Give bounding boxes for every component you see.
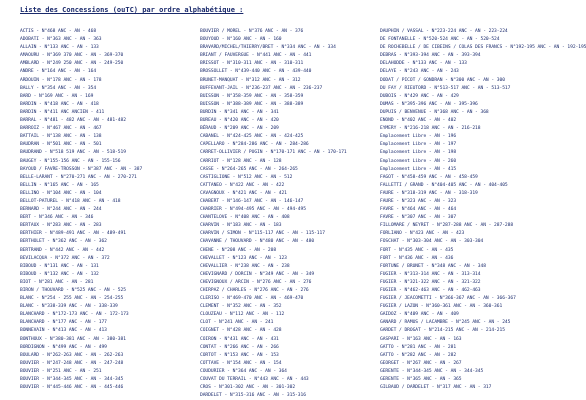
list-item: DEBRAS - N°393-394 ANC - AN - 393-394 <box>380 53 481 59</box>
concessions-list <box>20 28 586 399</box>
list-item: DAUPHIN / VASSAL - N°223-224 ANC - AN - 223-224 <box>380 29 508 34</box>
list-item: GILBAUD / DARDELET - N°317 ANC - AN - 317 <box>380 385 492 391</box>
list-item: DELAHODDE - N°133 ANC - AN - 133 <box>380 61 467 67</box>
list-item: BLANCHARD - N°177 ANC - AN - 177 <box>20 320 107 326</box>
list-item: GERENTE - N°344-345 ANC - AN - 344-345 <box>380 368 484 374</box>
list-item: DU FAY / RIEUTORD - N°513-517 ANC - AN - 513-517 <box>380 85 511 91</box>
list-item: DODAT / PICOT / GONDRAN - N°300 ANC - AN - 300 <box>380 77 505 83</box>
list-item: BAUDRAN - N°501 ANC - AN - 501 <box>20 142 102 148</box>
list-item: BUREAU - N°420 ANC - AN - 420 <box>200 118 279 124</box>
list-item: BEVILACQUA - N°372 ANC - AN - 372 <box>20 255 110 261</box>
list-item: FALLETTI / GRAND - N°404-405 ANC - AN - 404-405 <box>380 182 508 188</box>
list-item: ALLAIN - N°133 ANC - AN - 133 <box>20 45 99 51</box>
list-item: BOUVIER - N°247-248 ANC - AN - 247-248 <box>20 360 124 366</box>
list-item: COUVAT DU TERRAIL - N°443 ANC - AN - 443 <box>200 377 309 383</box>
list-item: Emplacement Libre - AN - 196 <box>380 134 457 140</box>
list-item: CAPELLARO - N°284-286 ANC - AN - 284-286 <box>200 142 309 148</box>
list-item: GEORGET - N°267 ANC - AN - 267 <box>380 360 462 366</box>
list-item: Emplacement Libre - AN - 198 <box>380 150 457 156</box>
list-item: Emplacement Libre - AN - 197 <box>380 142 457 148</box>
list-item: DUMAS - N°395-396 ANC - AN - 395-396 <box>380 101 478 107</box>
list-item: GERENTE - N°365 ANC - AN - 365 <box>380 377 462 383</box>
list-item: BÉRAUD - N°209 ANC - AN - 209 <box>200 126 279 132</box>
column-2 <box>200 28 380 399</box>
list-item: CLEMENT - N°352 ANC - AN - 352 <box>200 304 282 310</box>
list-item: FOSCHAT - N°303-304 ANC - AN - 303-304 <box>380 239 484 245</box>
list-item: BRUNET-MANQUAT - N°312 ANC - AN - 312 <box>200 77 301 83</box>
list-item: BAUGEY - N°155-156 ANC - AN - 155-156 <box>20 158 121 164</box>
list-item: BOUVIER - N°445-446 ANC - AN - 445-446 <box>20 385 124 391</box>
list-item: CASTIGLIONE - N°512 ANC - AN - 512 <box>200 174 293 180</box>
list-item: COUDURIER - N°364 ANC - AN - 364 <box>200 368 287 374</box>
list-item: BRAVARD/MICHEL/THIERRY/BRET - N°334 ANC - AN - 334 <box>200 45 336 51</box>
list-item: CARRIOT - N°128 ANC - AN - 128 <box>200 158 282 164</box>
list-item: CHIRPAZ / CHARLES - N°276 ANC - AN - 276 <box>200 288 309 293</box>
list-item: CLOUZEAU - N°112 ANC - AN - 112 <box>200 312 285 318</box>
list-item: BORDIGNON - N°499 ANC - AN - 499 <box>20 344 107 350</box>
list-item: BOUYOUD - N°160 ANC - AN - 160 <box>200 37 282 43</box>
list-item: DUPUIS / BENVENUE - N°368 ANC - AN - 368 <box>380 109 489 115</box>
list-item: BAYOUD / FAVRE-TROSSON - N°387 ANC - AN - 387 <box>20 166 143 172</box>
list-item: BELLIN - N°165 ANC - AN - 165 <box>20 182 99 188</box>
list-item: BARDIN - N°411 ANC ANCIEN - 411 <box>20 109 105 115</box>
list-item: CHENE - N°208 ANC - AN - 208 <box>200 247 277 253</box>
list-item: FAURE - N°318-319 ANC - AN - 318-319 <box>380 190 478 196</box>
list-item: CHEVIGNARD / DORCIN - N°349 ANC - AN - 349 <box>200 271 315 277</box>
list-item: AMAOURU - N°369 370 ANC - AN - 369-370 <box>20 53 124 59</box>
list-item: CHANTELOVE - N°408 ANC - AN - 408 <box>200 215 290 221</box>
list-item: CLOT - N°241 ANC - AN - 241 <box>200 320 274 326</box>
page-title: Liste des Concessions (ouTC) par ordre alphabétique : <box>20 6 244 14</box>
list-item: BURDIN - N°341 ANC - AN - 341 <box>200 109 279 115</box>
list-item: GANARD / RAMUS / LACAMBRE - N°245 ANC - AN - 245 <box>380 320 511 326</box>
list-item: BUISSON - N°388-389 ANC - AN - 388-389 <box>200 101 304 107</box>
list-item: BATTAIL - N°138 ANC - AN - 138 <box>20 134 102 140</box>
list-item: CATTANEO - N°422 ANC - AN - 422 <box>200 182 285 188</box>
list-item: BLANCHARD - N°172-173 ANC - AN - 172-173 <box>20 312 129 318</box>
list-item: FORLIANO - N°423 ANC - AN - 423 <box>380 231 465 237</box>
list-item: BELLINO - N°104 ANC - AN - 104 <box>20 190 102 196</box>
list-item: BOUVIER - N°344-345 ANC - AN - 344-345 <box>20 377 124 383</box>
list-item: COIGNET - N°428 ANC - AN - 428 <box>200 328 282 334</box>
list-item: BERTHOLET - N°362 ANC - AN - 362 <box>20 239 107 245</box>
list-item: BAUDRAND - N°518 519 ANC - AN - 518-519 <box>20 150 126 156</box>
list-item: DE ROCHEBELLE / DE CIBEINS / COLAS DES FRANCS - N°192-195 ANC - AN - 192-195 <box>380 45 586 51</box>
list-item: GARDET / DROGAT - N°214-215 ANC - AN - 214-215 <box>380 328 505 334</box>
list-item: FAURE - N°323 ANC - AN - 323 <box>380 198 457 204</box>
list-item: DARDELET - N°315-316 ANC - AN - 315-316 <box>200 393 306 399</box>
list-item: FORT - N°436 ANC - AN - 436 <box>380 255 454 261</box>
list-item: BONTHOUX - N°380-381 ANC - AN - 380-381 <box>20 336 126 342</box>
list-item: BRISSOT - N°310-311 ANC - AN - 310-311 <box>200 61 304 67</box>
list-item: BIBOUD - N°131 ANC - AN - 131 <box>20 263 99 269</box>
list-item: BRIANT / FAUVERGUE - N°441 ANC - AN - 441 <box>200 53 312 59</box>
list-item: BUISSON - N°358-359 ANC - AN - 358-359 <box>200 93 304 99</box>
list-item: FORTUNE / BRUNET - N°348 ANC - AN - 348 <box>380 263 486 269</box>
list-item: BERT - N°346 ANC - AN - 346 <box>20 215 94 221</box>
list-item: BARDIN - N°418 ANC - AN - 418 <box>20 101 99 107</box>
list-item: BOULARD - N°262-263 ANC - AN - 262-263 <box>20 352 124 358</box>
list-item: FUGIER / LAZON - N°360-361 ANC - AN - 360-361 <box>380 304 503 310</box>
list-item: FAVRE - N°307 ANC - AN - 307 <box>380 215 457 221</box>
list-item: FUGIER - N°462-463 ANC - AN - 462-463 <box>380 288 481 293</box>
list-item: CHEVIGNOUX / ARCIN - N°276 ANC - AN - 276 <box>200 279 312 285</box>
list-item: CHARVIN / SIMON - N°115-117 ANC - AN - 115-117 <box>200 231 325 237</box>
column-3 <box>380 28 586 393</box>
list-item: GATTO - N°281 ANC - AN - 281 <box>380 344 457 350</box>
list-item: BUFFEVANT-JAIL - N°236-237 ANC - AN - 236-237 <box>200 85 323 91</box>
list-item: BIOT - N°281 ANC - AN - 281 <box>20 279 94 285</box>
list-item: BOUVIER / MOREL - N°376 ANC - AN - 376 <box>200 29 304 34</box>
list-item: GAIDOZ - N°409 ANC - AN - 409 <box>380 312 459 318</box>
list-item: BOUVIER - N°251 ANC - AN - 251 <box>20 368 102 374</box>
list-item: BLANC - N°254 - 255 ANC - AN - 254-255 <box>20 296 124 302</box>
list-item: CLERISO - N°469-470 ANC - AN - 469-470 <box>200 296 304 302</box>
list-item: COIRON - N°431 ANC - AN - 431 <box>200 336 279 342</box>
list-item: DE FONTANELLE - N°520-524 ANC - AN - 520-524 <box>380 37 500 43</box>
list-item: CONTAT - N°266 ANC - AN - 266 <box>200 344 279 350</box>
list-item: ADOBATI - N°363 ANC - AN - 363 <box>20 37 102 43</box>
list-item: BIRON / THOUVARD - N°525 ANC - AN - 525 <box>20 288 126 293</box>
list-item: FUGIER - N°313-314 ANC - AN - 313-314 <box>380 271 481 277</box>
list-item: CARRET-OLLIVIER / PUGIN - N°170-171 ANC - AN - 170-171 <box>200 150 347 156</box>
list-item: BONNEVAIN - N°413 ANC - AN - 413 <box>20 328 107 334</box>
list-item: BERTAUX - N°283 ANC - AN - 283 <box>20 223 102 229</box>
list-item: AMBLARD - N°249 250 ANC - AN - 249-250 <box>20 61 124 67</box>
list-item: FAVRE - N°464 ANC - AN - 464 <box>380 207 457 213</box>
list-item: BARROIZ - N°467 ANC - AN - 467 <box>20 126 102 132</box>
list-item: BERTHIER - N°489-491 ANC - AN - 489-491 <box>20 231 126 237</box>
list-item: ARDOUIN - N°178 ANC - AN - 178 <box>20 77 102 83</box>
list-item: BERNARD - N°244 ANC - AN - 244 <box>20 207 102 213</box>
list-item: FORT - N°435 ANC - AN - 435 <box>380 247 454 253</box>
list-item: BARD - N°169 ANC - AN - 169 <box>20 93 94 99</box>
list-item: FUGIER - N°321-322 ANC - AN - 321-322 <box>380 279 481 285</box>
list-item: FAGOT - N°458-459 ANC - AN - 458-459 <box>380 174 478 180</box>
list-item: ANDRE - N°164 ANC - AN - 164 <box>20 69 97 75</box>
list-item: CHAVANNE / THOUVARD - N°480 ANC - AN - 480 <box>200 239 315 245</box>
list-item: ENOND - N°402 ANC - AN - 402 <box>380 118 457 124</box>
list-item: DUBOIS - N°429 ANC - AN - 429 <box>380 93 459 99</box>
list-item: CHABERT - N°146-147 ANC - AN - 146-147 <box>200 198 304 204</box>
list-item: CROS - N°301-302 ANC - AN - 301-302 <box>200 385 296 391</box>
list-item: BLANC - N°338-339 ANC - AN - 338-339 <box>20 304 118 310</box>
list-item: CASSE - N°264-265 ANC - AN - 264-265 <box>200 166 298 172</box>
list-item: CAVAGNOUX - N°421 ANC - AN - 421 <box>200 190 287 196</box>
list-item: ACTIS - N°468 ANC - AN - 468 <box>20 29 97 34</box>
list-item: CHEVALLET - N°123 ANC - AN - 123 <box>200 255 287 261</box>
list-item: COTTAVE - N°154 ANC - AN - 154 <box>200 360 282 366</box>
list-item: BELLE-LARANT - N°270-271 ANC - AN - 270-271 <box>20 174 137 180</box>
list-item: Emplacement Libre - AN - 260 <box>380 158 457 164</box>
list-item: DELAYE - N°243 ANC - AN - 243 <box>380 69 459 75</box>
list-item: BROSSOLLET - N°439-440 ANC - AN - 439-440 <box>200 69 312 75</box>
list-item: BALLY - N°354 ANC - AN - 354 <box>20 85 97 91</box>
column-1 <box>20 28 200 393</box>
list-item: BELLOT-PATUREL - N°418 ANC - AN - 418 <box>20 198 121 204</box>
list-item: BARRAL - N°481 - 482 ANC - AN - 481-482 <box>20 118 126 124</box>
list-item: BERTRAND - N°442 ANC - AN - 442 <box>20 247 105 253</box>
list-item: FILLOMARE / NEYRET - N°287-288 ANC - AN - 287-288 <box>380 223 514 229</box>
list-item: EYMERY - N°216-218 ANC - AN - 216-218 <box>380 126 481 132</box>
list-item: CORTOT - N°153 ANC - AN - 153 <box>200 352 279 358</box>
list-item: CHABRIER - N°494-495 ANC - AN - 494-495 <box>200 207 306 213</box>
list-item: FUGIER / JEACOMETTI - N°366-367 ANC - AN - 366-367 <box>380 296 516 302</box>
list-item: Emplacement Libre - AN - 415 <box>380 166 457 172</box>
list-item: BIBOUD - N°132 ANC - AN - 132 <box>20 271 99 277</box>
list-item: CABANEL - N°424-425 ANC - AN - 424-425 <box>200 134 304 140</box>
list-item: GASPARI - N°163 ANC - AN - 163 <box>380 336 462 342</box>
list-item: CHEVALLIER - N°238 ANC - AN - 238 <box>200 263 290 269</box>
list-item: CHARVIN - N°183 ANC - AN - 183 <box>200 223 282 229</box>
list-item: GATTO - N°282 ANC - AN - 282 <box>380 352 457 358</box>
